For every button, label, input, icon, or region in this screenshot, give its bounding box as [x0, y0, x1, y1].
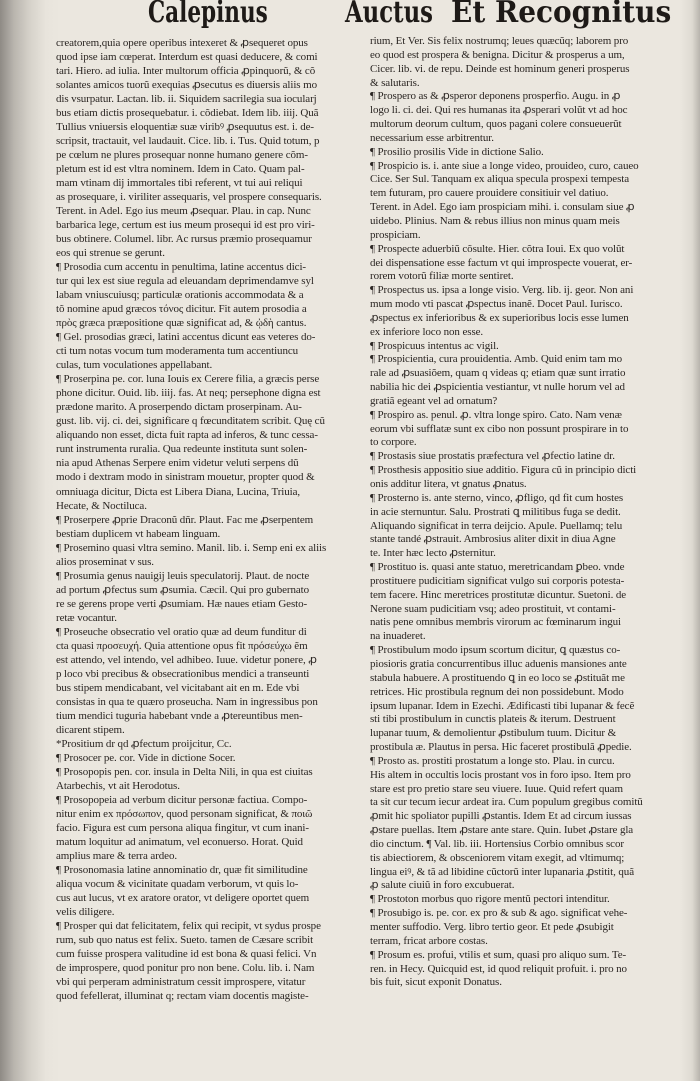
- text-line: pe cœlum ne plures prosequar nonne humano genere cõm-: [56, 149, 308, 162]
- text-line: ¶ Prosopopeia ad verbum dicitur personæ factiua. Compo-: [56, 793, 308, 806]
- text-line: uidebo. Plinius. Nam & rebus illius non minus quam meis: [370, 214, 620, 227]
- text-line: prostituere pudicitiam significat vulgo sui corporis potesta-: [370, 574, 625, 587]
- text-line: necessarium esse arbitrentur.: [370, 131, 494, 144]
- text-line: barbarica lege, certum est ius meum prosequi id est pro viri-: [56, 219, 315, 232]
- text-line: ꝓstare puellas. Item ꝓstare ante stare. Quin. Iubet ꝓstare gla: [370, 824, 634, 837]
- text-line: bestiam duplicem vt habeam linguam.: [56, 527, 221, 540]
- text-line: labam vniuscuiusq; particulæ orationis accommodata & a: [56, 289, 304, 302]
- text-line: bus obtinere. Columel. libr. Ac rursus præmio prosequamur: [56, 233, 312, 246]
- text-line: ¶ Prostibulum modo ipsum scortum dicitur, ꝗ quæstus co-: [370, 644, 621, 657]
- text-line: te. Inter hæc lecto ꝓsternitur.: [370, 547, 496, 560]
- text-line: natis pene omnibus membris virorum ac fœminarum ingui: [370, 616, 622, 629]
- text-line: ꝓmit hic spoliator pupilli ꝓstantis. Idem Et ad circum iussas: [370, 810, 632, 823]
- text-line: mum modo vti pascat ꝓspectus inanẽ. Docet Paul. Iurisco.: [370, 298, 623, 311]
- text-line: rorem votorũ filiæ morte sentiret.: [370, 270, 514, 283]
- text-line: Cice. Ser Sul. Tanquam ex aliqua specula prospexi tempesta: [370, 173, 629, 186]
- text-line: ¶ Prospectus us. ipsa a longe visio. Verg. lib. ij. geor. Non ani: [370, 284, 634, 297]
- text-line: eos qui strenue se gerunt.: [56, 247, 165, 260]
- text-line: dio cinctum. ¶ Val. lib. iii. Hortensius Corbio omnibus scor: [370, 837, 624, 850]
- text-line: ren. in Hecy. Quicquid est, id quod reliquit profuit. i. pro no: [370, 962, 627, 975]
- text-line: velis diligere.: [56, 905, 115, 918]
- text-line: ¶ Prospiro as. penul. ꝓ. vltra longe spiro. Cato. Nam venæ: [370, 408, 622, 421]
- text-line: Aliquando significat in terra deijcio. Apule. Puellamq; telu: [370, 519, 623, 532]
- text-line: creatorem,quia opere operibus intexeret & ꝓsequeret opus: [56, 37, 308, 49]
- left-text-column: [56, 36, 356, 1003]
- text-line: p loco vbi precibus & obsecrationibus mendici a transeunti: [56, 667, 310, 680]
- text-line: ¶ Prosocer pe. cor. Vide in dictione Socer.: [56, 751, 236, 764]
- text-line: ipsum lupanar. Idem in Ezechi. Ædificasti tibi lupanar & fecẽ: [370, 699, 635, 712]
- text-line: terram, fricat arbore costas.: [370, 934, 488, 947]
- text-line: onis additur litera, vt gnatus ꝓnatus.: [370, 478, 527, 490]
- text-line: eo quod est prospera & benigna. Dicitur & prosperus a um,: [370, 48, 625, 61]
- text-line: ꝓspectus ex inferioribus & ex superioribus locis esse lumen: [370, 311, 629, 324]
- text-line: ¶ Prostoton morbus quo rigore mentũ pectori intenditur.: [370, 893, 610, 906]
- text-line: cum fuisse prospera valitudine id est bona & quasi felici. Vn: [56, 948, 317, 961]
- text-line: ¶ Prosumia genus nauigij leuis speculatorij. Plaut. de nocte: [56, 569, 310, 582]
- text-line: est attendo, vel intendo, vel adhibeo. Iuue. videtur ponere, ꝓ: [56, 653, 317, 666]
- text-line: pletum est id est vltra nominem. Idem in Cato. Quam pal-: [56, 163, 305, 176]
- running-head-title-calepinus: Calepinus: [148, 0, 268, 30]
- text-line: ¶ Proseuche obsecratio vel oratio quæ ad deum funditur di: [56, 625, 307, 638]
- text-line: ¶ Prosonomasia latine annominatio dr, quæ fit similitudine: [56, 863, 308, 876]
- text-line: ¶ Prosemino quasi vltra semino. Manil. lib. i. Semp eni ex aliis: [56, 541, 327, 554]
- text-line: de improspere, quod ponitur pro non bene. Colu. lib. i. Nam: [56, 962, 315, 975]
- text-line: phone dicitur. Ouid. lib. iiij. fas. At neq; persephone digna est: [56, 387, 321, 400]
- text-line: ¶ Prospero as & ꝓsperor deponens prosperfio. Augu. in ꝓ: [370, 90, 621, 103]
- text-line: ¶ Prosum es. profui, vtilis et sum, quasi pro aliquo sum. Te-: [370, 948, 627, 961]
- text-line: dis vsurpatur. Lactan. lib. ii. Siquidem sacrilegia sua iocularj: [56, 93, 317, 106]
- text-line: gratiã egeant vel ad ornatum?: [370, 394, 498, 407]
- text-line: Terent. in Adel. Ego ius meum ꝓsequar. Plau. in cap. Nunc: [56, 205, 311, 218]
- text-line: His altem in occultis locis prostant vos in foro ipso. Item pro: [370, 768, 631, 781]
- running-head: [0, 0, 700, 34]
- text-line: prospiciam.: [370, 228, 421, 241]
- text-line: dei dispensatione esse factum vt qui improspecte vouerat, er-: [370, 256, 633, 269]
- text-line: prostibula æ. Plautus in persa. Hic faceret prostibulã ꝓpedie.: [370, 741, 632, 754]
- text-line: Tullius vniuersis eloquentiæ suæ viribꝰ ꝓsequutus est. i. de-: [56, 121, 314, 134]
- text-line: aliqua vocum & vicinitate quadam verborum, vt quis lo-: [56, 877, 299, 890]
- running-head-title-auctus: Auctus: [345, 0, 433, 30]
- text-line: tem futuram, pro cauere prouidere consitiuir vel datiuo.: [370, 187, 609, 200]
- text-line: omniuaga dicitur, Dicta est Libera Diana, Lucina, Triuia,: [56, 485, 301, 498]
- text-line: rale ad ꝓsuasiõem, quam q videas q; etiam quæ sunt irratio: [370, 367, 626, 380]
- text-line: ¶ Prosopopis pen. cor. insula in Delta Nili, in qua est ciuitas: [56, 765, 313, 778]
- text-line: Hecate, & Noctiluca.: [56, 499, 147, 512]
- text-line: tur qui lex est siue regula ad eleuandam deprimendamve syl: [56, 275, 314, 288]
- text-line: ¶ Prosper qui dat felicitatem, felix qui recipit, vt sydus prospe: [56, 919, 321, 932]
- text-line: bis fuit, sicut exponit Donatus.: [370, 976, 502, 989]
- text-line: tem facere. Hinc meretrices prostitutæ dicuntur. Suetoni. de: [370, 588, 627, 601]
- text-line: ¶ Prostituo is. quasi ante statuo, meretricandam ꝑbeo. vnde: [370, 561, 625, 574]
- text-line: cus aut lucus, vt ex aratore orator, vt deligere oportet quem: [56, 891, 310, 904]
- text-line: in acie sternuntur. Salu. Prostrati ꝗ militibus fuga se dedit.: [370, 505, 621, 518]
- text-line: stare est pro pretio stare seu viuere. Iuue. Quid refert quam: [370, 782, 623, 795]
- running-head-title-et-recognitus: Et Recognitus: [451, 0, 672, 30]
- text-line: sti tibi prostibulum in cunctis plateis & iterum. Destruent: [370, 713, 616, 726]
- text-line: ¶ Prosto as. prostiti prostatum a longe sto. Plau. in curcu.: [370, 754, 615, 767]
- text-line: Atarbechis, vt ait Herodotus.: [56, 779, 180, 792]
- text-line: ¶ Gel. prosodias græci, latini accentus dicunt eas veteres do-: [56, 331, 316, 344]
- text-line: dicarent stipem.: [56, 723, 125, 736]
- text-line: rum, sub quo natus est felix. Sueto. tamen de Cæsare scribit: [56, 934, 314, 946]
- text-line: ¶ Prosthesis appositio siue additio. Figura cũ in principio dicti: [370, 464, 637, 477]
- text-line: Terent. in Adel. Ego iam prospiciam mihi. i. consulam siue ꝓ: [370, 201, 635, 214]
- text-line: ad portum ꝓfectus sum ꝓsumia. Cæcil. Qui pro gubernato: [56, 583, 309, 596]
- text-line: tium mendici tuguria habebant vnde a ꝓtereuntibus men-: [56, 709, 303, 722]
- text-line: tis abiectiorem, & obsceniorem vitam exegit, ad vltimumq;: [370, 851, 625, 864]
- text-line: amplius mare & terra ardeo.: [56, 849, 177, 862]
- text-line: cta quasi προσευχή. Quia attentione opus fit πρόσεύχω ẽm: [56, 639, 308, 652]
- text-line: ¶ Proserpere ꝓprie Draconũ dñr. Plaut. Fac me ꝓserpentem: [56, 513, 314, 526]
- text-line: stante tandé ꝓstrauit. Ambrosius aliter dixit in diua Agne: [370, 533, 616, 546]
- text-line: gust. lib. vij. ci. dei, significare q fœcunditatem scribit. Quę cũ: [56, 415, 325, 428]
- text-line: nia apud Athenas Serpere enim videtur veluti serpens dũ: [56, 457, 299, 470]
- text-line: retæ vocantur.: [56, 611, 117, 624]
- text-line: lupanar tuum, & demolientur ꝓstibulum tuum. Dicitur &: [370, 727, 617, 740]
- text-line: πρὸς græca præpositione quæ significat ad, & ᾠδὴ cantus.: [56, 317, 307, 330]
- text-line: ¶ Prospicio is. i. ante siue a longe video, prouideo, curo, caueo: [370, 159, 639, 172]
- text-line: vbi qui perperam administratum cessit improspere, vitatur: [56, 976, 306, 989]
- text-line: ¶ Prosterno is. ante sterno, vinco, ꝓfligo, qd fit cum hostes: [370, 491, 624, 504]
- text-line: ꝓ salute ciuiũ in foro excubuerat.: [370, 879, 515, 892]
- text-line: mam vtinam dij immortales tibi referent, vt tui aui reliqui: [56, 177, 303, 190]
- text-line: bus stipem mendicabant, vel vicitabant ait en m. Ede vbi: [56, 681, 300, 694]
- text-line: ¶ Prospecte aduerbiũ cõsulte. Hier. cõtra Ioui. Ex quo volũt: [370, 242, 625, 255]
- text-line: runt instrumenta ruralia. Qua redeunte instituta sunt solen-: [56, 443, 308, 456]
- text-line: na inuaderet.: [370, 630, 426, 643]
- right-text-column: [370, 35, 672, 990]
- text-line: ¶ Prospicuus intentus ac vigil.: [370, 339, 499, 352]
- text-line: ¶ Prostasis siue prostatis præfectura vel ꝓfectio latine dr.: [370, 450, 615, 463]
- text-line: matum loquitur ad animatum, vel econuerso. Horat. Quid: [56, 835, 303, 848]
- text-line: ¶ Prosodia cum accentu in penultima, latine accentus dici-: [56, 261, 306, 274]
- text-line: ¶ Prospicientia, cura prouidentia. Amb. Quid enim tam mo: [370, 353, 623, 366]
- text-line: logo li. ci. dei. Qui res humanas ita ꝓsperari volũt vt ad hoc: [370, 104, 628, 117]
- text-line: consistas in qua te quæro proseucha. Nam in ingressibus pon: [56, 695, 318, 708]
- text-line: & salutaris.: [370, 76, 420, 89]
- text-line: rium, Et Ver. Sis felix nostrumq; leues quæcũq; laborem pro: [370, 35, 629, 47]
- text-line: cti tum notas vocum tum moderamenta tum accentiuncu: [56, 345, 299, 358]
- text-line: to corpore.: [370, 436, 417, 449]
- text-line: quod ipse iam cœperat. Interdum est quasi deducere, & comi: [56, 51, 318, 64]
- text-line: culas, tum voculationes appellabant.: [56, 359, 213, 372]
- text-line: aliquando non esset, dicta fuit rapta ad inferos, & tunc cessa-: [56, 429, 318, 442]
- text-line: piosioris gratia concurrentibus illuc aduenis mansiones ante: [370, 657, 627, 670]
- text-line: nitur enim ex πρόσωπον, quod personam significat, & ποιῶ: [56, 807, 313, 820]
- text-line: lingua eiꝰ, & tã ad libidine cũctorũ inter lupanaria ꝓstitit, quã: [370, 865, 634, 878]
- text-line: menter suffodio. Verg. libro tertio geor. Et pede ꝓsubigit: [370, 921, 614, 933]
- text-line: ¶ Prosilio prosilis Vide in dictione Salio.: [370, 145, 544, 158]
- text-line: stabula habuere. A prostituendo ꝗ in eo loco se ꝓstituãt me: [370, 671, 625, 684]
- text-line: Nerone suam pudicitiam vsq; adeo prostituit, vt contami-: [370, 602, 616, 615]
- text-line: quod fefellerat, illuminat q; rectam viam docentis magiste-: [56, 990, 309, 1003]
- text-line: multorum deorum cultum, quos pagani colere consueuerũt: [370, 118, 622, 131]
- text-line: solantes amicos tuorũ exequias ꝓsecutus es diuersis aliis mo: [56, 79, 317, 92]
- text-line: alios proseminat v sus.: [56, 555, 154, 568]
- text-line: retrices. Hic prostibula regnum dei non possidebunt. Modo: [370, 685, 624, 698]
- text-line: tari. Hiero. ad iulia. Inter multorum officia ꝓpinquorũ, & cõ: [56, 65, 316, 78]
- text-line: facio. Figura est cum persona aliqua fingitur, vt cum inani-: [56, 821, 309, 834]
- text-line: ex inferiore loco non esse.: [370, 325, 484, 338]
- text-line: nabilia hic dei ꝓspicientia vestiantur, vt nulle horum vel ad: [370, 381, 625, 394]
- text-line: re se gerens prope verti ꝓsumiam. Hæ naues etiam Gesto-: [56, 597, 308, 610]
- text-line: ¶ Proserpina pe. cor. luna Iouis ex Cerere filia, a græcis perse: [56, 373, 320, 386]
- text-line: tõ nomine apud græcos τόνος dicitur. Fit autem prosodia a: [56, 303, 307, 316]
- text-line: ta sit cur tecum iecur ardeat ira. Cum populum gregibus comitũ: [370, 796, 643, 809]
- text-line: modo i dextram modo in sinistram mouetur, propter quod &: [56, 471, 315, 484]
- text-line: eorum vbi sufflatæ sunt ex cibo non possunt prospirare in to: [370, 422, 629, 435]
- text-line: *Prositium dr qd ꝓfectum proijcitur, Cc.: [56, 737, 232, 750]
- text-line: ¶ Prosubigo is. pe. cor. ex pro & sub & ago. significat vehe-: [370, 907, 628, 920]
- text-line: Cicer. lib. vi. de repu. Deinde est hominum generi prosperus: [370, 62, 630, 75]
- text-line: prædone marito. A proserpendo dictam proserpinam. Au-: [56, 401, 302, 414]
- text-line: as prosequare, i. viriliter assequaris, vel prospere consequaris.: [56, 191, 322, 204]
- text-line: scripsit, tractauit, vel laudauit. Cice. lib. i. Tus. Quid totum, p: [56, 135, 320, 148]
- text-line: bus etiam dictis prosequebatur. i. cõdiebat. Idem lib. iiij. Quã: [56, 107, 319, 120]
